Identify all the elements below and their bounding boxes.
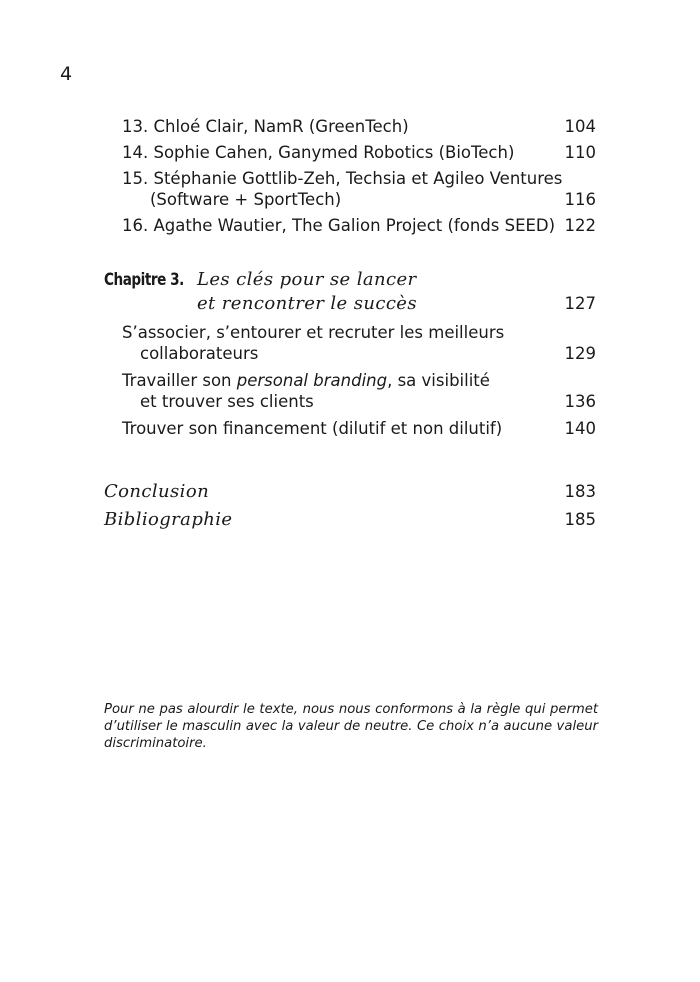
toc-entry-page: 110 <box>564 143 596 162</box>
toc-entry-page: 116 <box>564 190 596 209</box>
toc-section-text-line1: S’associer, s’entourer et recruter les meilleurs <box>122 323 505 342</box>
bibliographie-label: Bibliographie <box>104 509 233 530</box>
toc-section-text-b: , sa visibilité <box>387 371 490 390</box>
conclusion-label: Conclusion <box>104 481 210 502</box>
chapter-page: 127 <box>564 294 596 313</box>
toc-section-page: 129 <box>564 344 596 363</box>
toc-section-page: 136 <box>564 392 596 411</box>
toc-entry-text-line2: (Software + SportTech) <box>150 190 342 209</box>
toc-section-text: Trouver son financement (dilutif et non dilutif) <box>122 419 503 438</box>
toc-section-text-a: Travailler son <box>122 371 237 390</box>
chapter-title-line2: et rencontrer le succès <box>197 293 417 314</box>
toc-entry-text: 16. Agathe Wautier, The Galion Project (fonds SEED) <box>122 216 556 235</box>
toc-entry-text: 14. Sophie Cahen, Ganymed Robotics (BioTech) <box>122 143 515 162</box>
bibliographie-page: 185 <box>564 510 596 529</box>
toc-section-page: 140 <box>564 419 596 438</box>
toc-entry-page: 104 <box>564 117 596 136</box>
toc-section-text-line1 <box>122 371 490 391</box>
toc-entry-page: 122 <box>564 216 596 235</box>
page-number: 4 <box>60 63 73 85</box>
chapter-title-line1: Les clés pour se lancer <box>197 269 417 290</box>
chapter-label: Chapitre 3. <box>104 270 184 290</box>
toc-entry-text: 13. Chloé Clair, NamR (GreenTech) <box>122 117 409 136</box>
toc-entry-text-line1: 15. Stéphanie Gottlib-Zeh, Techsia et Agileo Ventures <box>122 169 563 188</box>
toc-section-text-line2: collaborateurs <box>140 344 259 363</box>
conclusion-page: 183 <box>564 482 596 501</box>
toc-section-text-em: personal branding <box>236 371 388 390</box>
toc-section-text-line2: et trouver ses clients <box>140 392 314 411</box>
footnote: Pour ne pas alourdir le texte, nous nous conformons à la règle qui permet d’utiliser le masculin avec la valeur de neutre. Ce choix n’a aucune valeur discriminatoire. <box>104 702 598 751</box>
